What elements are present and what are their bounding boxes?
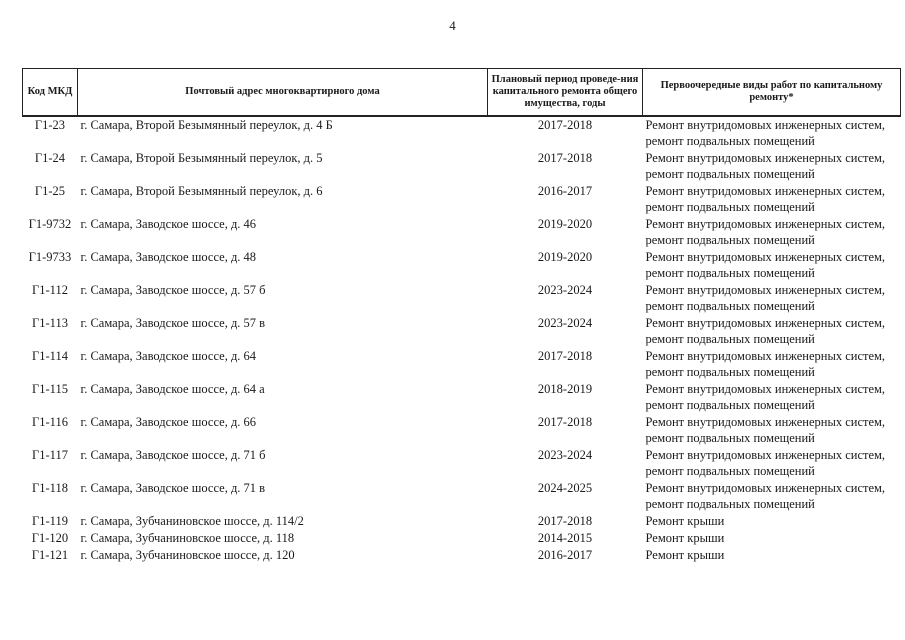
cell-code: Г1-25 — [34, 184, 66, 198]
cell-address: г. Самара, Заводское шоссе, д. 46 — [80, 217, 257, 231]
cell-works — [643, 547, 901, 564]
works-line-2: ремонт подвальных помещений — [645, 464, 815, 478]
works-line-2: ремонт подвальных помещений — [645, 266, 815, 280]
cell-address: г. Самара, Заводское шоссе, д. 71 б — [80, 448, 266, 462]
works-line-1: Ремонт внутридомовых инженерных систем, — [645, 448, 886, 462]
cell-code: Г1-113 — [32, 316, 68, 330]
cell-works — [643, 282, 901, 315]
table-row — [23, 249, 901, 282]
cell-code: Г1-112 — [32, 283, 68, 297]
works-line-1: Ремонт внутридомовых инженерных систем, — [645, 349, 886, 363]
cell-code: Г1-118 — [32, 481, 68, 495]
header-works: Первоочередные виды работ по капитальному ремонту* — [643, 69, 901, 117]
cell-code: Г1-9733 — [28, 250, 72, 264]
cell-works — [643, 249, 901, 282]
works-line-2: ремонт подвальных помещений — [645, 497, 815, 511]
cell-code: Г1-114 — [32, 349, 68, 363]
works-line-1: Ремонт внутридомовых инженерных систем, — [645, 481, 886, 495]
cell-address: г. Самара, Заводское шоссе, д. 57 б — [80, 283, 266, 297]
cell-works — [643, 348, 901, 381]
table-row — [23, 150, 901, 183]
cell-period: 2017-2018 — [537, 415, 593, 429]
works-line-2: ремонт подвальных помещений — [645, 332, 815, 346]
table-row — [23, 414, 901, 447]
header-address: Почтовый адрес многоквартирного дома — [78, 69, 488, 117]
cell-address: г. Самара, Заводское шоссе, д. 71 в — [80, 481, 266, 495]
cell-works — [643, 315, 901, 348]
cell-address: г. Самара, Второй Безымянный переулок, д. 6 — [80, 184, 323, 198]
table-row — [23, 116, 901, 150]
cell-address: г. Самара, Заводское шоссе, д. 57 в — [80, 316, 266, 330]
works-line-2: ремонт подвальных помещений — [645, 365, 815, 379]
cell-address: г. Самара, Заводское шоссе, д. 64 а — [80, 382, 265, 396]
works-line-1: Ремонт крыши — [645, 548, 725, 562]
works-line-2: ремонт подвальных помещений — [645, 200, 815, 214]
cell-period: 2016-2017 — [537, 184, 593, 198]
works-line-1: Ремонт внутридомовых инженерных систем, — [645, 184, 886, 198]
works-line-2: ремонт подвальных помещений — [645, 299, 815, 313]
cell-address: г. Самара, Заводское шоссе, д. 66 — [80, 415, 257, 429]
cell-works — [643, 216, 901, 249]
cell-works — [643, 116, 901, 150]
cell-code: Г1-117 — [32, 448, 68, 462]
table-header — [23, 69, 901, 117]
cell-period: 2017-2018 — [537, 349, 593, 363]
cell-works — [643, 183, 901, 216]
cell-address: г. Самара, Зубчаниновское шоссе, д. 120 — [80, 548, 295, 562]
works-line-1: Ремонт внутридомовых инженерных систем, — [645, 151, 886, 165]
cell-works — [643, 150, 901, 183]
table-row — [23, 513, 901, 530]
works-line-1: Ремонт внутридомовых инженерных систем, — [645, 283, 886, 297]
cell-code: Г1-24 — [34, 151, 66, 165]
cell-code: Г1-9732 — [28, 217, 72, 231]
cell-period: 2017-2018 — [537, 118, 593, 132]
cell-period: 2024-2025 — [537, 481, 593, 495]
works-line-1: Ремонт внутридомовых инженерных систем, — [645, 316, 886, 330]
works-line-2: ремонт подвальных помещений — [645, 167, 815, 181]
cell-period: 2019-2020 — [537, 217, 593, 231]
cell-works — [643, 447, 901, 480]
table-row — [23, 348, 901, 381]
table-row — [23, 530, 901, 547]
cell-code: Г1-121 — [31, 548, 69, 562]
cell-works — [643, 414, 901, 447]
table-row — [23, 216, 901, 249]
cell-works — [643, 530, 901, 547]
cell-period: 2017-2018 — [537, 514, 593, 528]
table-row — [23, 183, 901, 216]
capital-repair-table — [22, 68, 901, 564]
cell-address: г. Самара, Второй Безымянный переулок, д. 5 — [80, 151, 323, 165]
works-line-2: ремонт подвальных помещений — [645, 398, 815, 412]
cell-address: г. Самара, Заводское шоссе, д. 64 — [80, 349, 257, 363]
cell-address: г. Самара, Зубчаниновское шоссе, д. 114/2 — [80, 514, 304, 528]
table-row — [23, 480, 901, 513]
cell-works — [643, 513, 901, 530]
works-line-1: Ремонт внутридомовых инженерных систем, — [645, 217, 886, 231]
works-line-2: ремонт подвальных помещений — [645, 134, 815, 148]
cell-code: Г1-116 — [32, 415, 68, 429]
works-line-1: Ремонт крыши — [645, 531, 725, 545]
works-line-1: Ремонт крыши — [645, 514, 725, 528]
works-line-1: Ремонт внутридомовых инженерных систем, — [645, 250, 886, 264]
cell-period: 2023-2024 — [537, 448, 593, 462]
cell-period: 2014-2015 — [537, 531, 593, 545]
works-line-2: ремонт подвальных помещений — [645, 233, 815, 247]
table-row — [23, 447, 901, 480]
table-row — [23, 315, 901, 348]
cell-address: г. Самара, Второй Безымянный переулок, д. 4 Б — [80, 118, 333, 132]
cell-works — [643, 480, 901, 513]
cell-address: г. Самара, Заводское шоссе, д. 48 — [80, 250, 257, 264]
cell-address: г. Самара, Зубчаниновское шоссе, д. 118 — [80, 531, 295, 545]
cell-works — [643, 381, 901, 414]
cell-period: 2023-2024 — [537, 283, 593, 297]
cell-code: Г1-115 — [32, 382, 68, 396]
cell-code: Г1-23 — [34, 118, 66, 132]
cell-period: 2023-2024 — [537, 316, 593, 330]
table-row — [23, 282, 901, 315]
cell-code: Г1-119 — [32, 514, 68, 528]
table-row — [23, 381, 901, 414]
works-line-2: ремонт подвальных помещений — [645, 431, 815, 445]
works-line-1: Ремонт внутридомовых инженерных систем, — [645, 382, 886, 396]
works-line-1: Ремонт внутридомовых инженерных систем, — [645, 118, 886, 132]
table-body — [23, 116, 901, 564]
cell-period: 2019-2020 — [537, 250, 593, 264]
header-period: Плановый период проведе-ния капитального ремонта общего имущества, годы — [488, 69, 643, 117]
cell-period: 2017-2018 — [537, 151, 593, 165]
header-code: Код МКД — [23, 69, 78, 117]
page-number: 4 — [449, 18, 456, 33]
cell-code: Г1-120 — [31, 531, 69, 545]
works-line-1: Ремонт внутридомовых инженерных систем, — [645, 415, 886, 429]
cell-period: 2016-2017 — [537, 548, 593, 562]
table-row — [23, 547, 901, 564]
cell-period: 2018-2019 — [537, 382, 593, 396]
